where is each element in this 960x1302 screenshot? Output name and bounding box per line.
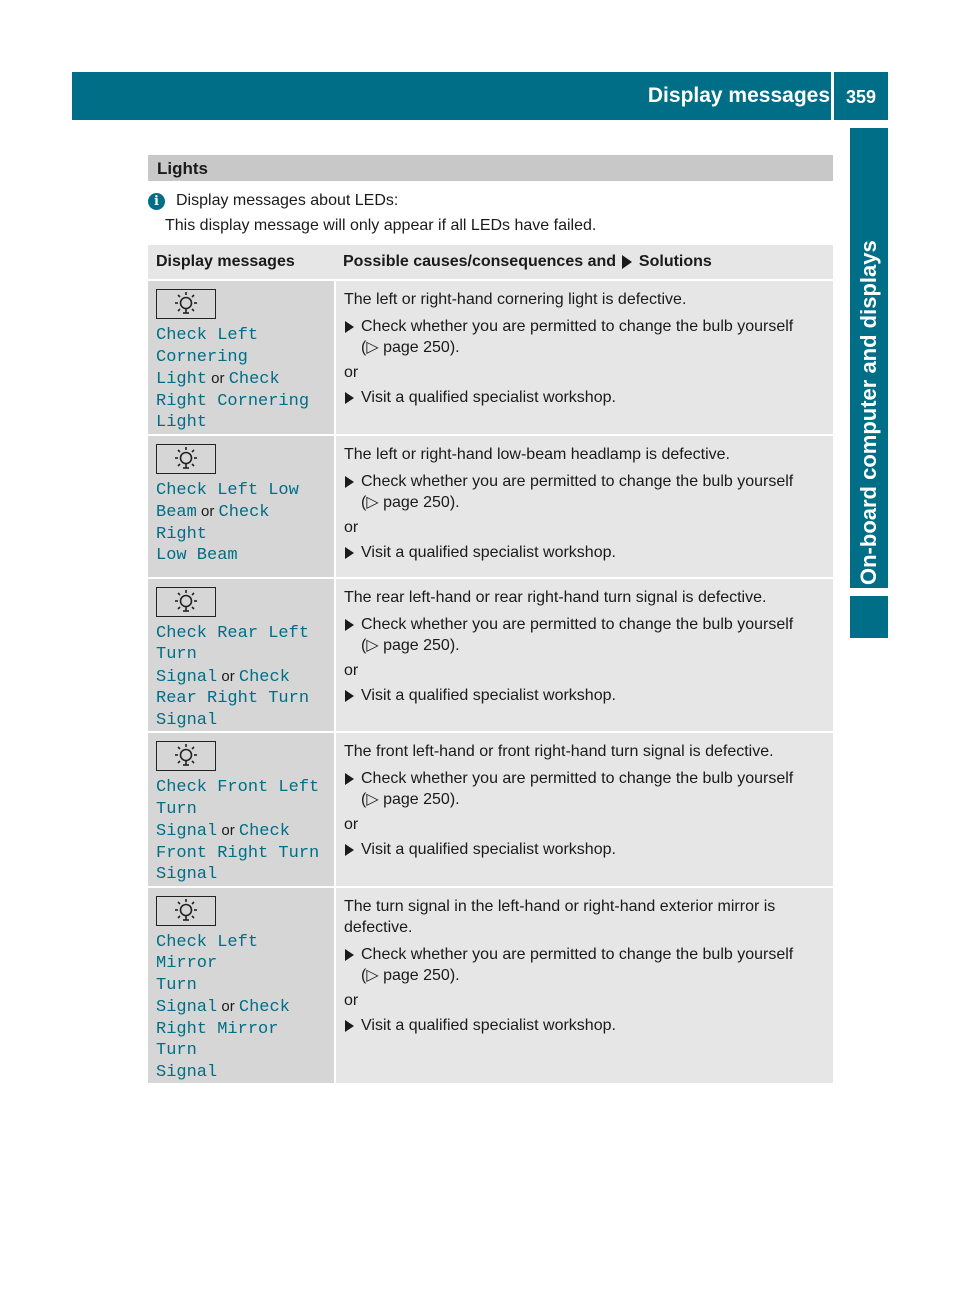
page-reference: (▷ page 250). <box>361 339 460 356</box>
or-word: or <box>196 503 219 520</box>
header-solutions-label: Solutions <box>638 253 712 270</box>
step-visit-text: Visit a qualified specialist workshop. <box>361 389 616 406</box>
page-number: 359 <box>845 87 877 107</box>
message-line: Light or Check <box>156 370 280 389</box>
page-reference: (▷ page 250). <box>361 493 460 511</box>
bulb-icon <box>156 587 216 617</box>
display-message-text <box>156 777 326 886</box>
or-word: or <box>217 667 239 685</box>
message-line: Check <box>238 998 290 1017</box>
message-line: Check Rear Left <box>156 623 310 643</box>
side-tab-marker <box>850 596 888 638</box>
header-display-messages: Display messages <box>148 245 335 280</box>
message-line: Turn <box>156 975 197 995</box>
step-arrow-icon <box>345 773 354 785</box>
step-check-text: Check whether you are permitted to change the bulb yourself <box>361 472 794 490</box>
step-arrow-icon <box>345 619 354 631</box>
message-line: Signal or Check <box>156 667 290 687</box>
message-line: Check Left <box>156 326 259 345</box>
table-row <box>148 887 833 1085</box>
solution-step-visit <box>344 542 823 563</box>
or-separator: or <box>344 661 359 679</box>
step-check-text: Check whether you are permitted to change the bulb yourself <box>361 615 794 633</box>
step-arrow-icon <box>345 547 354 559</box>
or-word: or <box>217 822 239 839</box>
step-visit-text: Visit a qualified specialist workshop. <box>361 686 616 704</box>
cause-text: The left or right-hand cornering light is defective. <box>344 291 687 308</box>
message-line: Beam or Check Right <box>156 503 270 544</box>
step-arrow-icon <box>345 392 354 404</box>
solution-step-visit <box>344 839 823 860</box>
message-line: Check <box>238 822 290 841</box>
message-line: Check Right <box>156 503 270 544</box>
step-arrow-icon <box>345 690 354 702</box>
display-message-text <box>156 325 326 434</box>
message-line: Signal <box>156 710 218 730</box>
or-separator: or <box>344 518 359 536</box>
arrow-right-icon <box>622 255 632 269</box>
header-causes-solutions <box>335 245 833 280</box>
or-separator: or <box>344 364 359 381</box>
or-word: or <box>207 370 229 387</box>
messages-table <box>148 245 833 1085</box>
page-reference: (▷ page 250). <box>361 791 460 808</box>
step-arrow-icon <box>345 844 354 856</box>
message-cell <box>148 887 335 1085</box>
solution-cell <box>335 435 833 578</box>
step-check-text: Check whether you are permitted to change the bulb yourself <box>361 945 794 963</box>
step-arrow-icon <box>345 476 354 488</box>
display-message-text <box>156 932 326 1084</box>
solution-step-visit <box>344 1015 823 1036</box>
solution-step-check <box>344 316 823 358</box>
page-reference: (▷ page 250). <box>361 636 460 654</box>
message-line: Front Right Turn <box>156 843 320 863</box>
step-check-text: Check whether you are permitted to change the bulb yourself <box>361 318 794 335</box>
solution-cell <box>335 887 833 1085</box>
step-check-text: Check whether you are permitted to change the bulb yourself <box>361 770 794 787</box>
or-separator: or <box>344 991 359 1009</box>
header-causes-label: Possible causes/consequences and <box>343 253 617 270</box>
cause-text: The turn signal in the left-hand or right-hand exterior mirror is defective. <box>344 897 776 936</box>
message-cell <box>148 578 335 733</box>
info-icon: i <box>148 193 165 210</box>
message-cell <box>148 435 335 578</box>
message-line: Check <box>228 370 280 389</box>
message-line: Check Left Mirror <box>156 932 259 973</box>
page-reference: (▷ page 250). <box>361 966 460 984</box>
solution-step-check <box>344 471 823 513</box>
display-message-text <box>156 623 326 732</box>
solution-cell <box>335 578 833 733</box>
message-line: Turn <box>156 645 197 664</box>
solution-step-check <box>344 768 823 810</box>
table-row <box>148 578 833 733</box>
step-arrow-icon <box>345 321 354 333</box>
message-line: Rear Right Turn <box>156 689 310 708</box>
info-text-2: This display message will only appear if all LEDs have failed. <box>165 217 597 234</box>
message-line: Cornering <box>156 347 248 367</box>
step-arrow-icon <box>345 1020 354 1032</box>
bulb-icon <box>156 289 216 319</box>
step-arrow-icon <box>345 949 354 961</box>
solution-step-visit <box>344 685 823 706</box>
message-line: Check <box>238 667 290 687</box>
or-separator: or <box>344 816 359 833</box>
message-line: Right Mirror Turn <box>156 1019 279 1060</box>
table-header-row <box>148 245 833 280</box>
info-text-1: Display messages about LEDs: <box>176 192 399 209</box>
message-line: Right Cornering <box>156 391 310 411</box>
section-heading: Lights <box>148 155 833 181</box>
bulb-icon <box>156 896 216 926</box>
solution-step-check <box>344 944 823 986</box>
bulb-icon <box>156 444 216 474</box>
message-line: Signal <box>156 1062 218 1082</box>
step-visit-text: Visit a qualified specialist workshop. <box>361 1016 616 1034</box>
or-word: or <box>217 998 239 1015</box>
table-row <box>148 732 833 887</box>
message-cell <box>148 280 335 435</box>
cause-text: The front left-hand or front right-hand turn signal is defective. <box>344 743 774 760</box>
solution-cell <box>335 732 833 887</box>
message-line: Low Beam <box>156 546 238 565</box>
message-line: Signal or Check <box>156 998 290 1017</box>
solution-step-check <box>344 614 823 656</box>
side-tab-label: On-board computer and displays <box>856 240 881 585</box>
message-line: Check Left Low <box>156 480 299 500</box>
cause-text: The rear left-hand or rear right-hand turn signal is defective. <box>344 588 767 606</box>
display-message-text <box>156 480 326 567</box>
step-visit-text: Visit a qualified specialist workshop. <box>361 543 616 561</box>
cause-text: The left or right-hand low-beam headlamp is defective. <box>344 445 730 463</box>
table-row <box>148 280 833 435</box>
message-line: Turn <box>156 799 197 819</box>
message-line: Light <box>156 413 208 432</box>
step-visit-text: Visit a qualified specialist workshop. <box>361 841 616 858</box>
solution-cell <box>335 280 833 435</box>
message-line: Signal <box>156 865 218 884</box>
message-cell <box>148 732 335 887</box>
table-row <box>148 435 833 578</box>
bulb-icon <box>156 741 216 771</box>
solution-step-visit <box>344 387 823 408</box>
message-line: Signal or Check <box>156 822 290 841</box>
page-title: Display messages <box>647 84 830 107</box>
message-line: Check Front Left <box>156 778 320 797</box>
